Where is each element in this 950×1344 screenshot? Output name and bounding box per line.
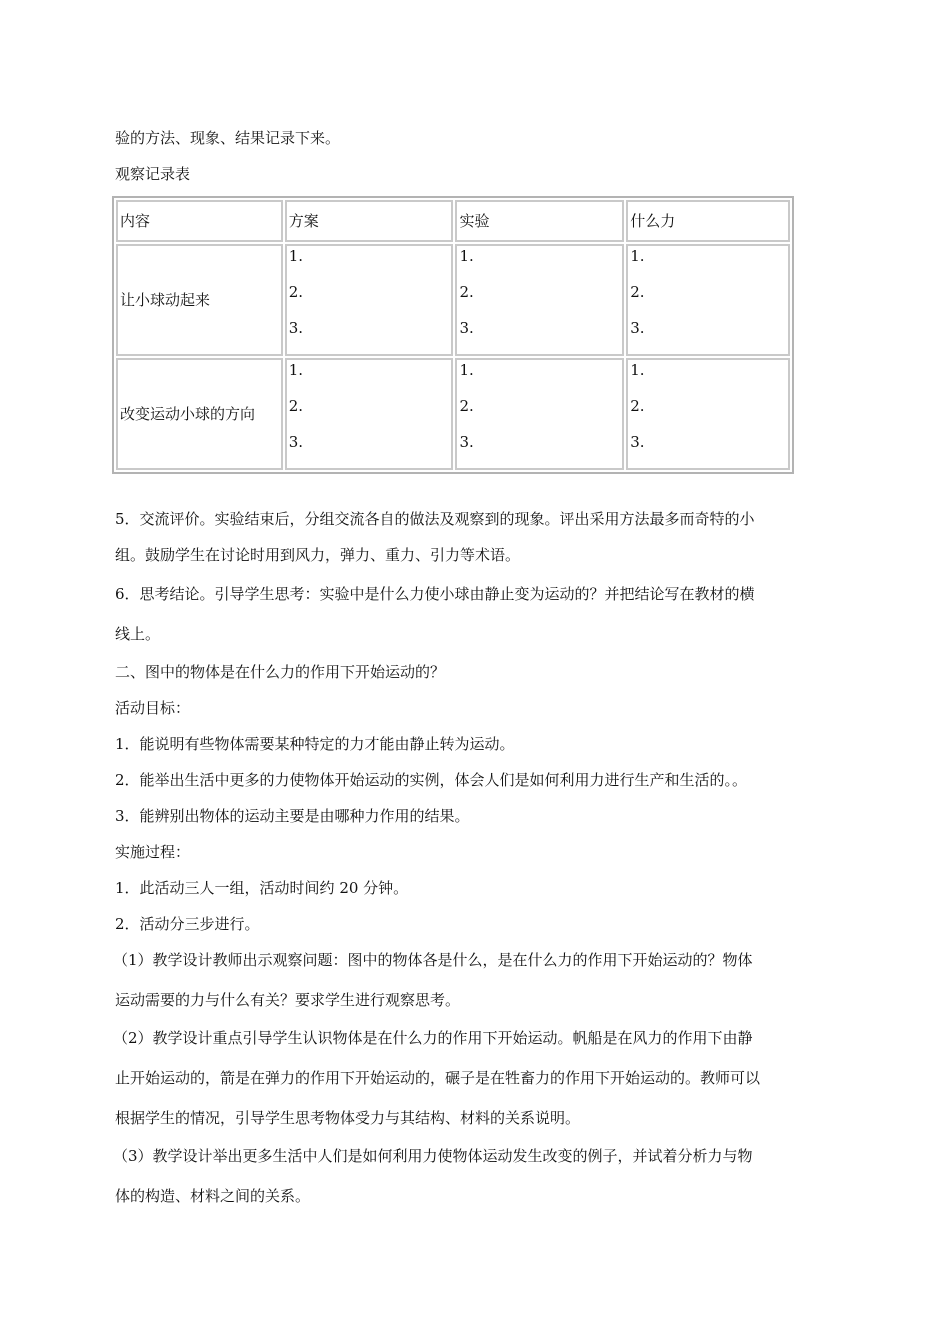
item-3: 3. [630,433,645,451]
process-item: 2．活动分三步进行。 [115,915,260,933]
observation-table [112,196,794,474]
step-3-line-1: （3）教学设计举出更多生活中人们是如何利用力使物体运动发生改变的例子，并试着分析力与物 [113,1147,753,1165]
item-2: 2. [459,283,474,301]
item-1: 1. [459,361,474,379]
goal-item: 1．能说明有些物体需要某种特定的力才能由静止转为运动。 [115,735,515,753]
paragraph-5-line-1: 5．交流评价。实验结束后，分组交流各自的做法及观察到的现象。评出采用方法最多而奇特的小 [115,510,755,528]
goal-item: 3．能辨别出物体的运动主要是由哪种力作用的结果。 [115,807,470,825]
header-force: 什么力 [626,200,790,242]
step-2-line-2: 止开始运动的，箭是在弹力的作用下开始运动的，碾子是在牲畜力的作用下开始运动的。教师可以 [115,1069,761,1087]
plan-cell [285,358,454,470]
item-3: 3. [288,433,304,451]
step-1-line-2: 运动需要的力与什么有关？要求学生进行观察思考。 [115,991,461,1009]
item-3: 3. [459,433,474,451]
plan-cell [285,244,454,356]
step-1-line-1: （1）教学设计教师出示观察问题：图中的物体各是什么，是在什么力的作用下开始运动的？物体 [113,951,753,969]
table-title: 观察记录表 [115,165,191,183]
force-cell [626,244,790,356]
force-cell [626,358,790,470]
step-2-line-3: 根据学生的情况，引导学生思考物体受力与其结构、材料的关系说明。 [115,1109,581,1127]
paragraph-6-line-2: 线上。 [115,625,161,643]
table-row [116,358,790,470]
process-item: 1．此活动三人一组，活动时间约 20 分钟。 [115,879,409,897]
process-label: 实施过程： [115,843,191,861]
row-label: 让小球动起来 [116,244,283,356]
item-1: 1. [630,361,645,379]
header-experiment: 实验 [455,200,624,242]
paragraph-6-line-1: 6．思考结论。引导学生思考：实验中是什么力使小球由静止变为运动的？并把结论写在教材的横 [115,585,755,603]
item-2: 2. [288,397,304,415]
item-3: 3. [288,319,304,337]
header-content: 内容 [116,200,283,242]
goal-item: 2．能举出生活中更多的力使物体开始运动的实例，体会人们是如何利用力进行生产和生活的。。 [115,771,748,789]
item-1: 1. [459,247,474,265]
item-3: 3. [630,319,645,337]
row-label: 改变运动小球的方向 [116,358,283,470]
item-3: 3. [459,319,474,337]
item-1: 1. [630,247,645,265]
item-2: 2. [630,397,645,415]
item-2: 2. [288,283,304,301]
item-1: 1. [288,361,304,379]
table-row [116,244,790,356]
step-2-line-1: （2）教学设计重点引导学生认识物体是在什么力的作用下开始运动。帆船是在风力的作用下由静 [113,1029,753,1047]
top-line: 验的方法、现象、结果记录下来。 [115,129,341,147]
item-1: 1. [288,247,304,265]
paragraph-5-line-2: 组。鼓励学生在讨论时用到风力，弹力、重力、引力等术语。 [115,546,521,564]
header-plan: 方案 [285,200,454,242]
section-2-title: 二、图中的物体是在什么力的作用下开始运动的？ [115,663,446,681]
experiment-cell [455,244,624,356]
goals-label: 活动目标： [115,699,191,717]
step-3-line-2: 体的构造、材料之间的关系。 [115,1187,311,1205]
item-2: 2. [459,397,474,415]
table-header-row [116,200,790,242]
item-2: 2. [630,283,645,301]
experiment-cell [455,358,624,470]
